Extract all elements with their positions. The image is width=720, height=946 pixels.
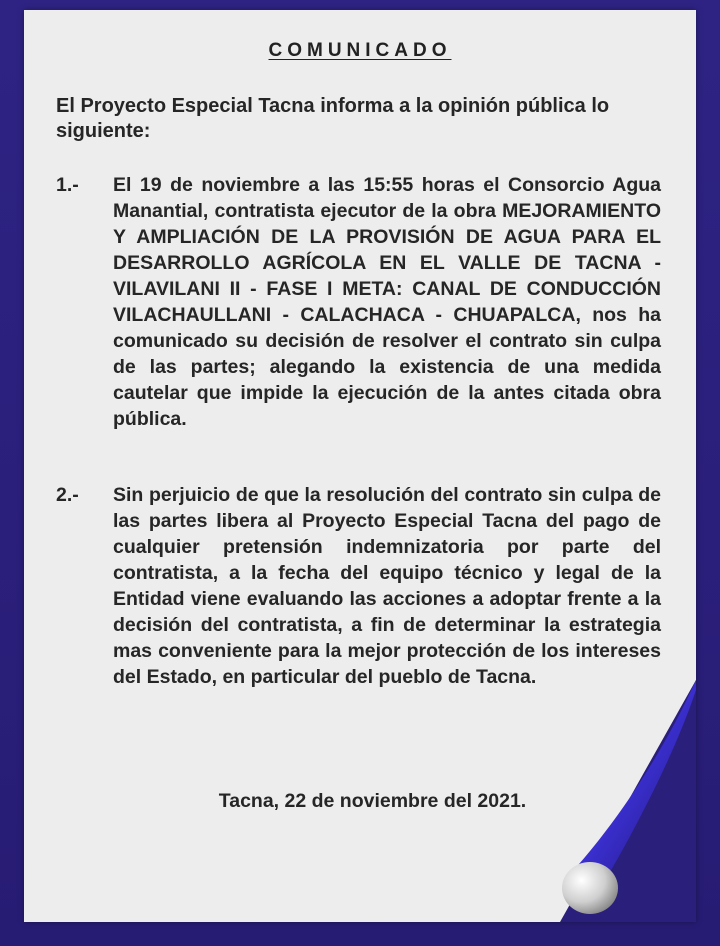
item-number: 2.- — [56, 484, 79, 506]
intro-paragraph: El Proyecto Especial Tacna informa a la opinión pública lo siguiente: — [56, 95, 610, 142]
document-date: Tacna, 22 de noviembre del 2021. — [218, 790, 527, 812]
item-text: El 19 de noviembre a las 15:55 horas el Consorcio Agua Manantial, contratista ejecutor de la obra MEJORAMIENTO Y AMPLIACIÓN DE LA PROVISIÓN DE AGUA PARA EL DESARROLLO AGRÍCOLA EN EL VALLE DE TACNA - VILAVILANI II - FASE I META: CANAL DE CONDUCCIÓN VILACHAULLANI - CALACHACA - CHUAPALCA, nos ha comunicado su decisión de resolver el contrato sin culpa de las partes; alegando la existencia de una medida cautelar que impide la ejecución de la antes citada obra pública. — [113, 174, 661, 430]
document-paper — [24, 10, 696, 922]
item-number: 1.- — [56, 174, 79, 196]
item-text: Sin perjuicio de que la resolución del contrato sin culpa de las partes libera al Proyecto Especial Tacna del pago de cualquier pretensión indemnizatoria por parte del contratista, a la fecha del equipo técnico y legal de la Entidad viene evaluando las acciones a adoptar frente a la decisión del contratista, a fin de determinar la estrategia mas conveniente para la mejor protección de los intereses del Estado, en particular del pueblo de Tacna. — [113, 484, 661, 688]
document-title: COMUNICADO — [268, 40, 452, 61]
